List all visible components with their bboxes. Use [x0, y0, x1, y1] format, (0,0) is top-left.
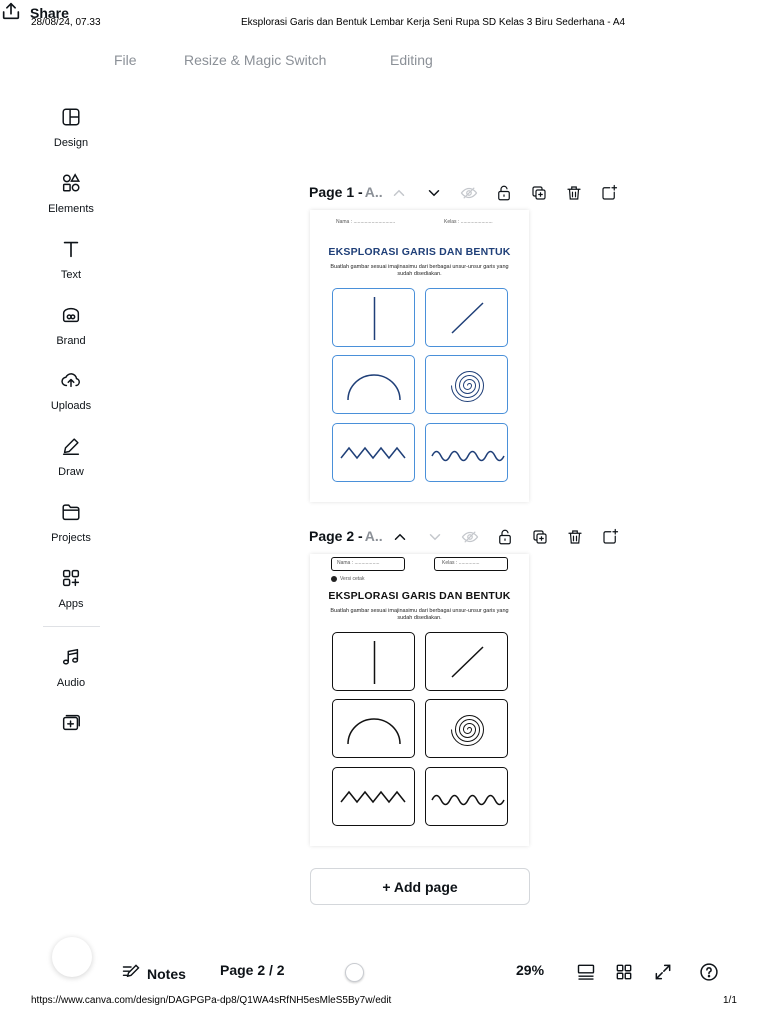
help-icon[interactable] [699, 962, 719, 982]
sidebar-item-label: Elements [48, 203, 94, 215]
music-icon [60, 646, 82, 677]
badge-dot-icon [331, 576, 337, 582]
hide-page-icon[interactable] [460, 184, 478, 207]
sidebar-item-audio[interactable] [40, 646, 102, 689]
trash-icon[interactable] [565, 184, 583, 207]
sidebar-item-label: Projects [51, 532, 91, 544]
vertical-line-box [332, 632, 415, 691]
share-icon [0, 0, 22, 25]
duplicate-page-icon[interactable] [531, 528, 549, 551]
duplicate-page-icon[interactable] [530, 184, 548, 207]
page-2-toolbar [391, 528, 619, 551]
sidebar-item-apps[interactable] [40, 567, 102, 610]
zoom-slider-handle[interactable] [345, 963, 364, 982]
print-page-count: 1/1 [723, 995, 737, 1006]
sidebar-item-elements[interactable] [40, 172, 102, 215]
draw-icon [60, 435, 82, 466]
spiral-box [425, 355, 508, 414]
sidebar-item-uploads[interactable] [40, 369, 102, 412]
worksheet-instructions: Buatlah gambar sesuai imajinasimu dari berbagai unsur-unsur garis yang sudah disediakan. [330, 264, 509, 277]
worksheet-title: EKSPLORASI GARIS DAN BENTUK [328, 590, 511, 602]
text-icon [60, 238, 82, 269]
page-1-label: Page 1 - [309, 184, 363, 200]
add-page-icon[interactable] [600, 184, 618, 207]
lock-icon[interactable] [495, 184, 513, 207]
page-2-title-input[interactable]: A.. [364, 528, 383, 544]
file-menu[interactable]: File [114, 52, 137, 68]
arc-box [332, 699, 415, 758]
class-field-label: Kelas : ............... [434, 557, 508, 571]
brand-icon [60, 304, 82, 335]
wavy-line-box [425, 423, 508, 482]
sidebar-item-design[interactable] [40, 106, 102, 149]
sidebar-item-add-app[interactable] [40, 712, 102, 743]
page-2-label: Page 2 - [309, 528, 363, 544]
sidebar-divider [43, 626, 100, 627]
notes-icon [121, 962, 141, 985]
elements-icon [60, 172, 82, 203]
sidebar-item-projects[interactable] [40, 501, 102, 544]
page-1-title-input[interactable]: A.. [364, 184, 383, 200]
floating-action-button[interactable] [52, 937, 92, 977]
editing-menu[interactable]: Editing [390, 52, 433, 68]
sidebar-item-draw[interactable] [40, 435, 102, 478]
worksheet-title: EKSPLORASI GARIS DAN BENTUK [328, 246, 511, 258]
sidebar-item-text[interactable] [40, 238, 102, 281]
diagonal-line-box [425, 288, 508, 347]
sidebar-item-label: Text [60, 269, 82, 281]
chevron-down-icon[interactable] [426, 528, 444, 551]
trash-icon[interactable] [566, 528, 584, 551]
name-field-label: Nama : .................. [331, 557, 405, 571]
notes-label: Notes [147, 965, 186, 982]
print-datetime: 28/08/24, 07.33 [31, 17, 101, 28]
chevron-down-icon[interactable] [425, 184, 443, 207]
sidebar-item-label: Draw [58, 466, 84, 478]
apps-icon [60, 567, 82, 598]
worksheet-instructions: Buatlah gambar sesuai imajinasimu dari berbagai unsur-unsur garis yang sudah disediakan. [330, 608, 509, 621]
wavy-line-box [425, 767, 508, 826]
page-2-header[interactable] [309, 528, 383, 544]
zoom-level[interactable]: 29% [516, 962, 545, 978]
upload-icon [60, 369, 82, 400]
resize-magic-switch-menu[interactable]: Resize & Magic Switch [184, 52, 327, 68]
print-url: https://www.canva.com/design/DAGPGPa-dp8/Q1WA4sRfNH5esMleS5By7w/edit [31, 995, 392, 1006]
scroll-view-icon[interactable] [576, 962, 596, 982]
hide-page-icon[interactable] [461, 528, 479, 551]
sidebar-item-label: Design [53, 137, 89, 149]
design-icon [60, 106, 82, 137]
spiral-box [425, 699, 508, 758]
add-page-button[interactable]: + Add page [310, 868, 530, 905]
add-page-icon[interactable] [601, 528, 619, 551]
grid-view-icon[interactable] [614, 962, 634, 982]
page-2-canvas[interactable] [310, 554, 529, 846]
page-1-header[interactable] [309, 184, 383, 200]
diagonal-line-box [425, 632, 508, 691]
vertical-line-box [332, 288, 415, 347]
folder-icon [60, 501, 82, 532]
chevron-up-icon[interactable] [390, 184, 408, 207]
name-field-label: Nama : .............................. [336, 219, 396, 225]
zigzag-line-box [332, 767, 415, 826]
page-1-canvas[interactable] [310, 210, 529, 502]
lock-icon[interactable] [496, 528, 514, 551]
sidebar-item-brand[interactable] [40, 304, 102, 347]
print-version-badge: Versi cetak [331, 576, 364, 582]
sidebar-item-label: Apps [58, 598, 84, 610]
page-1-toolbar [390, 184, 618, 207]
notes-button[interactable] [121, 962, 186, 985]
add-app-icon [60, 712, 82, 743]
sidebar-item-label: Uploads [50, 400, 92, 412]
arc-box [332, 355, 415, 414]
print-doc-title: Eksplorasi Garis dan Bentuk Lembar Kerja Seni Rupa SD Kelas 3 Biru Sederhana - A4 [241, 17, 626, 28]
sidebar-item-label: Brand [56, 335, 86, 347]
fullscreen-icon[interactable] [653, 962, 673, 982]
class-field-label: Kelas : ....................... [444, 219, 493, 225]
share-label: Share [30, 4, 69, 21]
sidebar-item-label: Audio [56, 677, 86, 689]
chevron-up-icon[interactable] [391, 528, 409, 551]
zigzag-line-box [332, 423, 415, 482]
page-indicator[interactable]: Page 2 / 2 [220, 962, 285, 978]
